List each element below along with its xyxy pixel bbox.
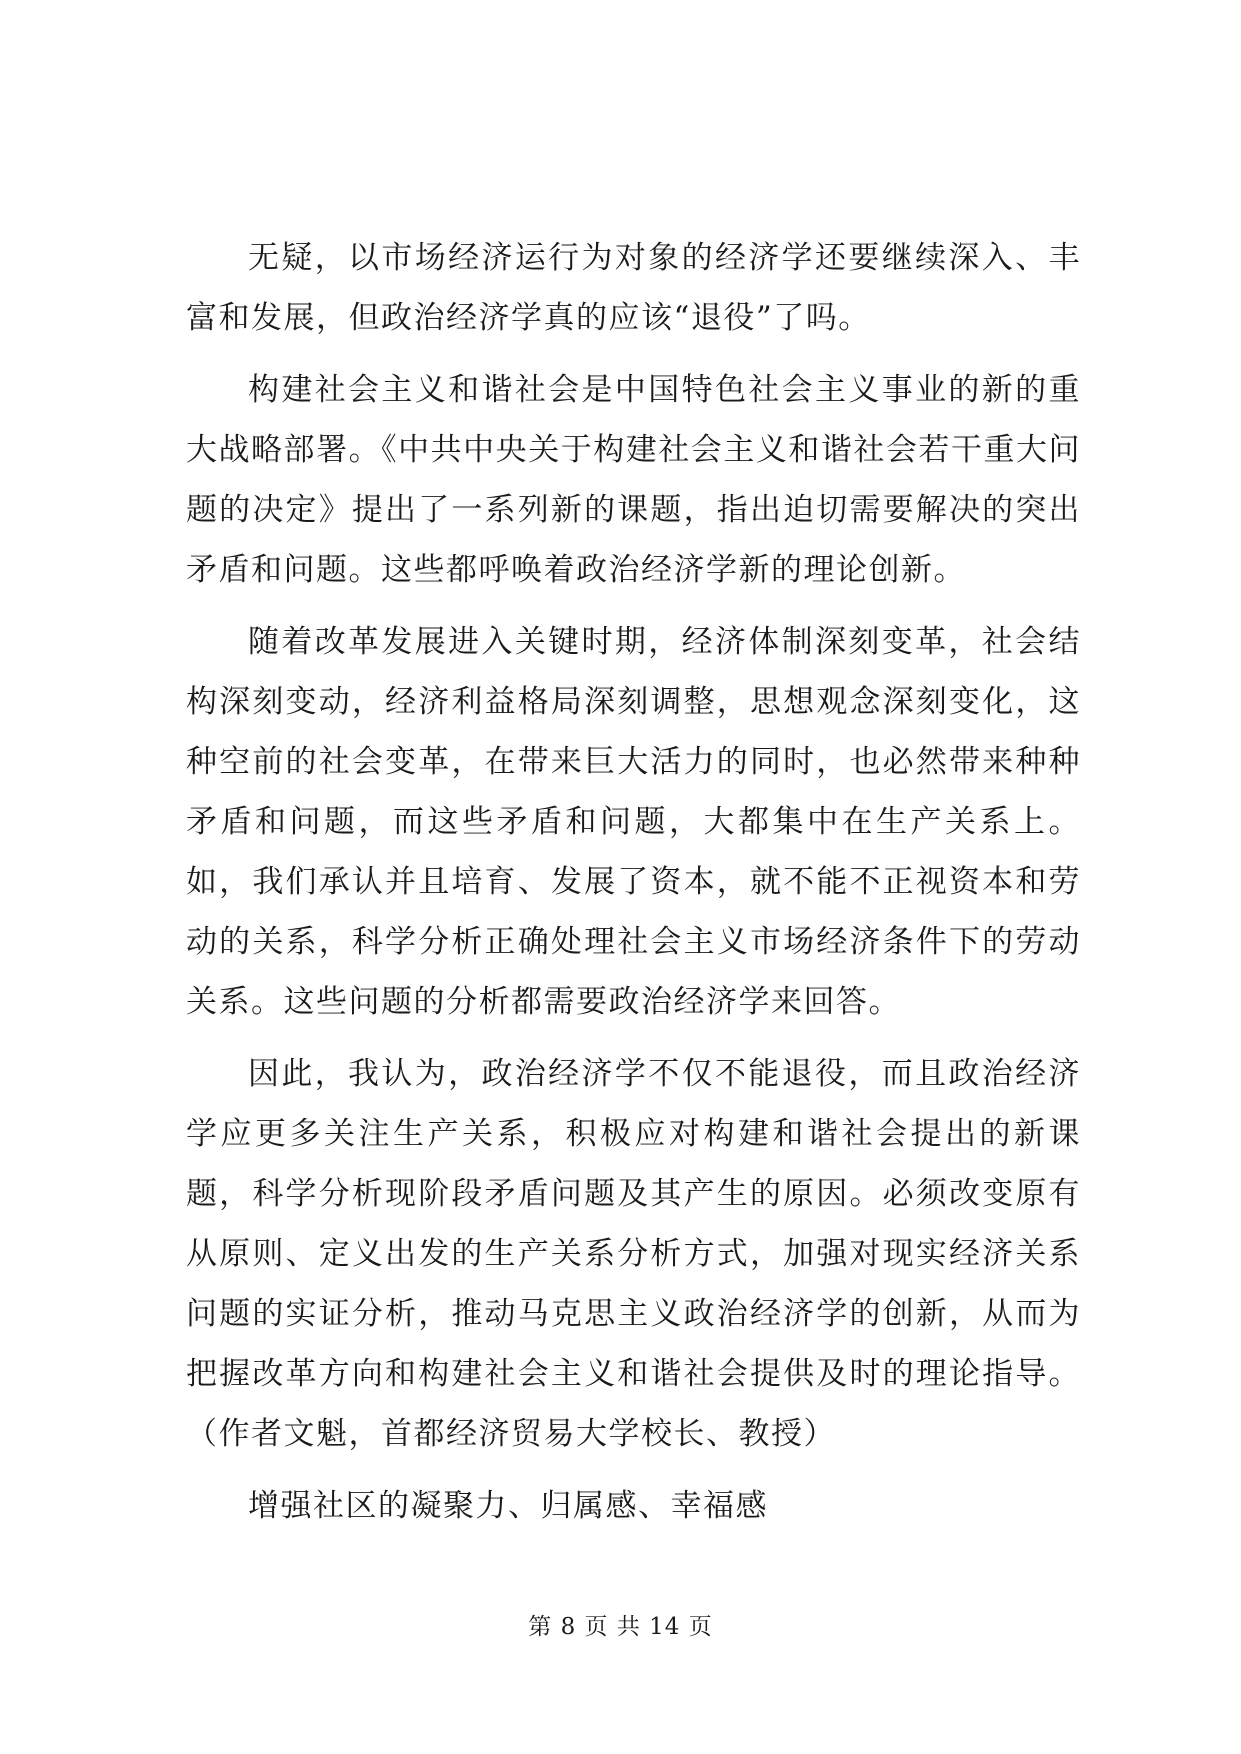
paragraph-3: 随着改革发展进入关键时期，经济体制深刻变革，社会结构深刻变动，经济利益格局深刻调整，思想观念深刻变化，这种空前的社会变革，在带来巨大活力的同时，也必然带来种种矛盾和问题，而这些矛盾和问题，大都集中在生产关系上。如，我们承认并且培育、发展了资本，就不能不正视资本和劳动的关系，科学分析正确处理社会主义市场经济条件下的劳动关系。这些问题的分析都需要政治经济学来回答。 <box>186 624 1081 1020</box>
page-footer: 第 8 页 共 14 页 <box>528 1614 713 1640</box>
document-body <box>186 228 1081 1548</box>
paragraph-1: 无疑，以市场经济运行为对象的经济学还要继续深入、丰富和发展，但政治经济学真的应该“退役”了吗。 <box>186 240 1081 336</box>
paragraph-4: 因此，我认为，政治经济学不仅不能退役，而且政治经济学应更多关注生产关系，积极应对构建和谐社会提出的新课题，科学分析现阶段矛盾问题及其产生的原因。必须改变原有从原则、定义出发的生产关系分析方式，加强对现实经济关系问题的实证分析，推动马克思主义政治经济学的创新，从而为把握改革方向和构建社会主义和谐社会提供及时的理论指导。（作者文魁，首都经济贸易大学校长、教授） <box>186 1056 1081 1452</box>
paragraph-2: 构建社会主义和谐社会是中国特色社会主义事业的新的重大战略部署。《中共中央关于构建社会主义和谐社会若干重大问题的决定》提出了一系列新的课题，指出迫切需要解决的突出矛盾和问题。这些都呼唤着政治经济学新的理论创新。 <box>186 372 1081 588</box>
section-heading: 增强社区的凝聚力、归属感、幸福感 <box>248 1488 768 1524</box>
